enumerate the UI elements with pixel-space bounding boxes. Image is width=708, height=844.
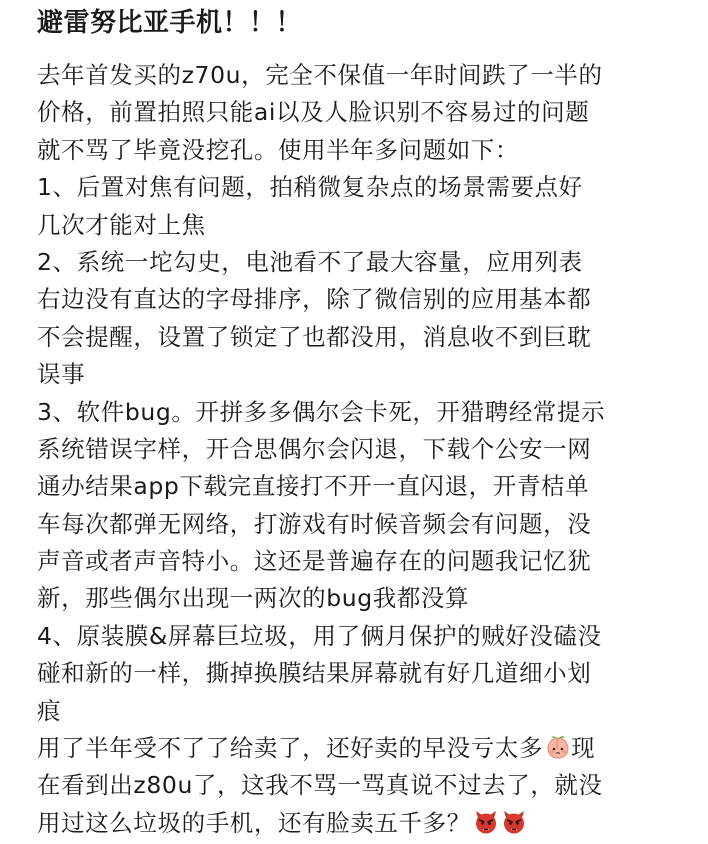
post-line bbox=[37, 805, 677, 842]
post-line: 声音或者声音特小。这还是普遍存在的问题我记忆犹 bbox=[37, 547, 592, 576]
post-line: 在看到出z80u了，这我不骂一骂真说不过去了，就没 bbox=[37, 771, 603, 800]
post-line: 误事 bbox=[37, 360, 86, 389]
post-line-text: 用了半年受不了了给卖了，还好卖的早没亏太多 bbox=[37, 734, 544, 763]
post-line: 新，那些偶尔出现一两次的bug我都没算 bbox=[37, 584, 470, 613]
post-line: 通办结果app下载完直接打不开一直闪退，开青桔单 bbox=[37, 472, 590, 501]
post-line: 车每次都弹无网络，打游戏有时候音频会有问题，没 bbox=[37, 509, 592, 538]
post-line: 去年首发买的z70u，完全不保值一年时间跌了一半的 bbox=[37, 61, 603, 89]
post-line-text: 现 bbox=[571, 734, 596, 763]
post-line: 不会提醒，设置了锁定了也都没用，消息收不到巨耽 bbox=[37, 322, 592, 351]
post-line: 系统错误字样，开合思偶尔会闪退，下载个公安一网 bbox=[37, 434, 592, 463]
post-line: 1、后置对焦有问题，拍稍微复杂点的场景需要点好 bbox=[37, 173, 583, 202]
post-line: 碰和新的一样，撕掉换膜结果屏幕就有好几道细小划 bbox=[37, 659, 592, 688]
post-line: 几次才能对上焦 bbox=[37, 210, 206, 239]
post-container bbox=[37, 0, 677, 842]
post-body bbox=[37, 57, 677, 842]
post-line: 右边没有直达的字母排序，除了微信别的应用基本都 bbox=[37, 285, 592, 314]
post-title: 避雷努比亚手机！！！ bbox=[37, 8, 303, 38]
angry-devil-emoji-icon bbox=[473, 809, 499, 835]
post-line: 痕 bbox=[37, 696, 62, 725]
post-line bbox=[37, 730, 677, 767]
post-line-text: 用过这么垃圾的手机，还有脸卖五千多？ bbox=[37, 808, 471, 837]
peach-face-emoji-icon bbox=[545, 734, 571, 760]
post-line: 价格，前置拍照只能ai以及人脸识别不容易过的问题 bbox=[37, 98, 590, 127]
post-line: 3、软件bug。开拼多多偶尔会卡死，开猎聘经常提示 bbox=[37, 397, 606, 426]
angry-devil-emoji-icon bbox=[501, 809, 527, 835]
post-line: 2、系统一坨勾史，电池看不了最大容量，应用列表 bbox=[37, 247, 583, 276]
post-line: 就不骂了毕竟没挖孔。使用半年多问题如下： bbox=[37, 135, 519, 164]
post-line: 4、原装膜&屏幕巨垃圾，用了俩月保护的贼好没磕没 bbox=[37, 621, 602, 650]
